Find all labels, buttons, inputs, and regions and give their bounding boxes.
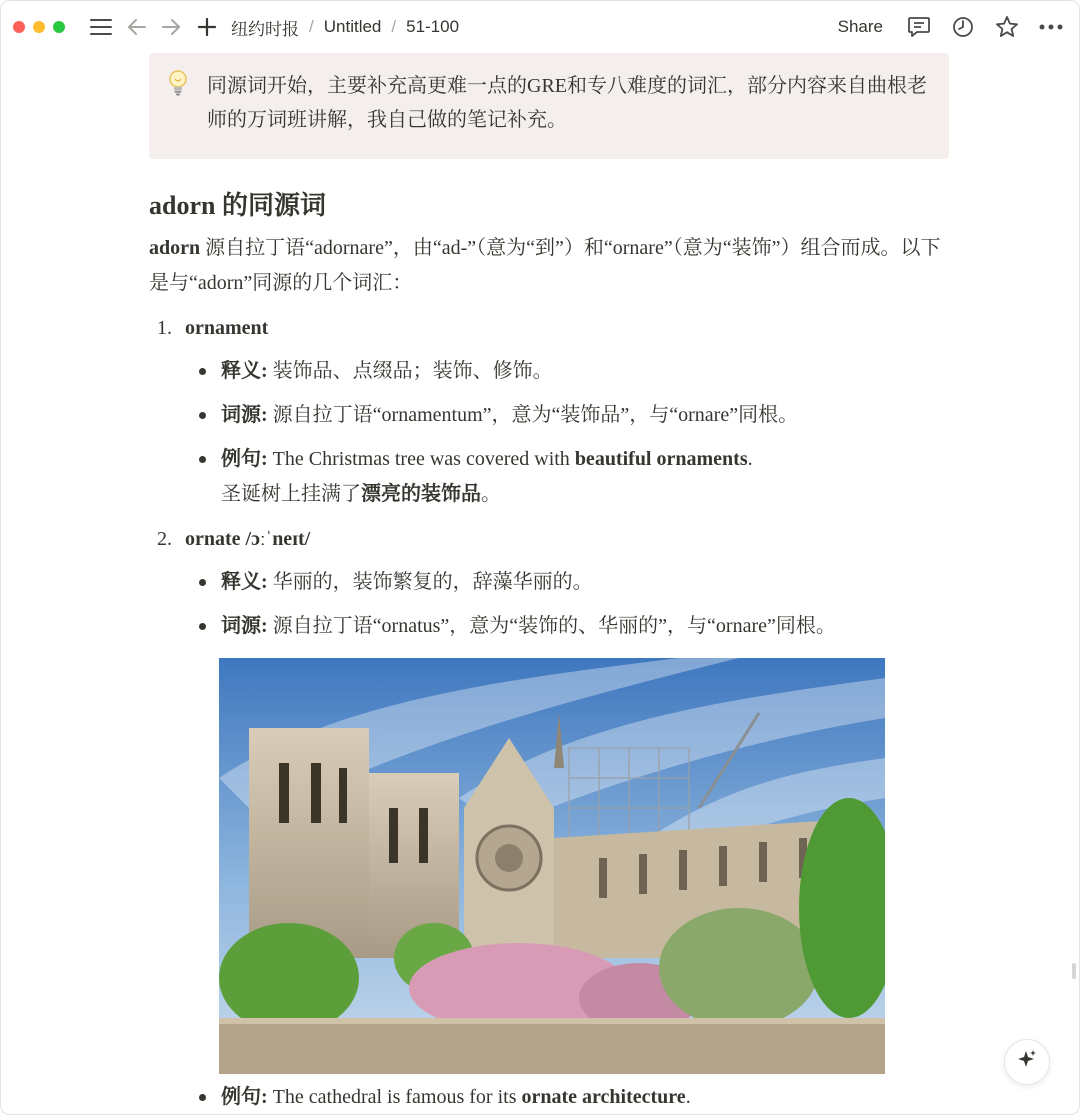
example-punct: .	[685, 1086, 691, 1108]
window-controls	[13, 21, 65, 33]
arrow-left-icon[interactable]	[123, 13, 151, 41]
list-number: 2.	[157, 528, 172, 550]
section-heading: adorn 的同源词	[149, 191, 326, 220]
comment-icon[interactable]	[905, 13, 933, 41]
word-title: ornate /ɔːˈneɪt/	[185, 528, 311, 550]
example-text: The cathedral is famous for its	[267, 1086, 522, 1108]
sparkle-icon	[1016, 1049, 1038, 1076]
top-bar-actions	[838, 1, 1065, 53]
definition-item	[197, 565, 949, 600]
etymology-text: 源自拉丁语“ornatus”，意为“装饰的、华丽的”，与“ornare”同根。	[267, 615, 836, 637]
etymology-label: 词源:	[221, 404, 268, 426]
close-window-button[interactable]	[13, 21, 25, 33]
word-details	[149, 354, 949, 512]
example-item	[197, 442, 949, 512]
intro-text: 源自拉丁语“adornare”，由“ad-”（意为“到”）和“ornare”（意为“装饰”）组合而成。以下是与“adorn”同源的几个词汇：	[149, 237, 941, 294]
more-horizontal-icon[interactable]	[1037, 13, 1065, 41]
definition-label: 释义:	[221, 571, 268, 593]
cathedral-image[interactable]	[219, 658, 885, 1074]
breadcrumb-separator: /	[309, 17, 314, 36]
breadcrumb	[231, 15, 459, 40]
intro-paragraph	[149, 231, 949, 301]
lightbulb-icon	[166, 68, 190, 98]
intro-keyword: adorn	[149, 237, 201, 259]
translation-punct: 。	[481, 483, 501, 505]
breadcrumb-item-untitled[interactable]: Untitled	[323, 17, 382, 36]
translation-text: 圣诞树上挂满了	[221, 483, 361, 505]
top-bar	[1, 1, 1079, 53]
star-icon[interactable]	[993, 13, 1021, 41]
definition-label: 释义:	[221, 360, 268, 382]
etymology-item	[197, 609, 949, 644]
example-label: 例句:	[221, 1086, 268, 1108]
word-details	[149, 565, 949, 644]
etymology-item	[197, 398, 949, 433]
example-text: The Christmas tree was covered with	[267, 448, 575, 470]
plus-icon[interactable]	[193, 13, 221, 41]
callout-text: 同源词开始，主要补充高更难一点的GRE和专八难度的词汇，部分内容来自曲根老师的万词班讲解，我自己做的笔记补充。	[207, 75, 927, 131]
breadcrumb-item-nyt[interactable]: 纽约时报	[231, 19, 299, 39]
list-item	[149, 311, 949, 345]
word-details-continued	[149, 1080, 949, 1115]
share-button[interactable]: Share	[837, 17, 883, 36]
arrow-right-icon[interactable]	[157, 13, 185, 41]
clock-icon[interactable]	[949, 13, 977, 41]
definition-item	[197, 354, 949, 389]
definition-text: 华丽的，装饰繁复的，辞藻华丽的。	[267, 571, 593, 593]
word-title: ornament	[185, 317, 269, 339]
list-number: 1.	[157, 317, 172, 339]
minimize-window-button[interactable]	[33, 21, 45, 33]
example-keyword: beautiful ornaments	[574, 448, 748, 470]
breadcrumb-separator: /	[391, 17, 397, 36]
list-item	[149, 522, 949, 556]
zoom-window-button[interactable]	[53, 21, 65, 33]
definition-text: 装饰品、点缀品；装饰、修饰。	[267, 360, 553, 382]
etymology-label: 词源:	[221, 615, 268, 637]
menu-icon[interactable]	[87, 13, 115, 41]
example-label: 例句:	[221, 448, 268, 470]
breadcrumb-item-current[interactable]: 51-100	[406, 17, 460, 36]
page-content	[149, 53, 949, 1115]
etymology-text: 源自拉丁语“ornamentum”，意为“装饰品”，与“ornare”同根。	[267, 404, 799, 426]
callout-block[interactable]	[149, 53, 949, 159]
example-item	[197, 1080, 949, 1115]
scrollbar-thumb[interactable]	[1072, 963, 1076, 979]
example-punct: .	[747, 448, 753, 470]
example-keyword: ornate architecture	[521, 1086, 686, 1108]
ai-assistant-button[interactable]	[1004, 1039, 1050, 1085]
translation-keyword: 漂亮的装饰品	[361, 483, 481, 505]
